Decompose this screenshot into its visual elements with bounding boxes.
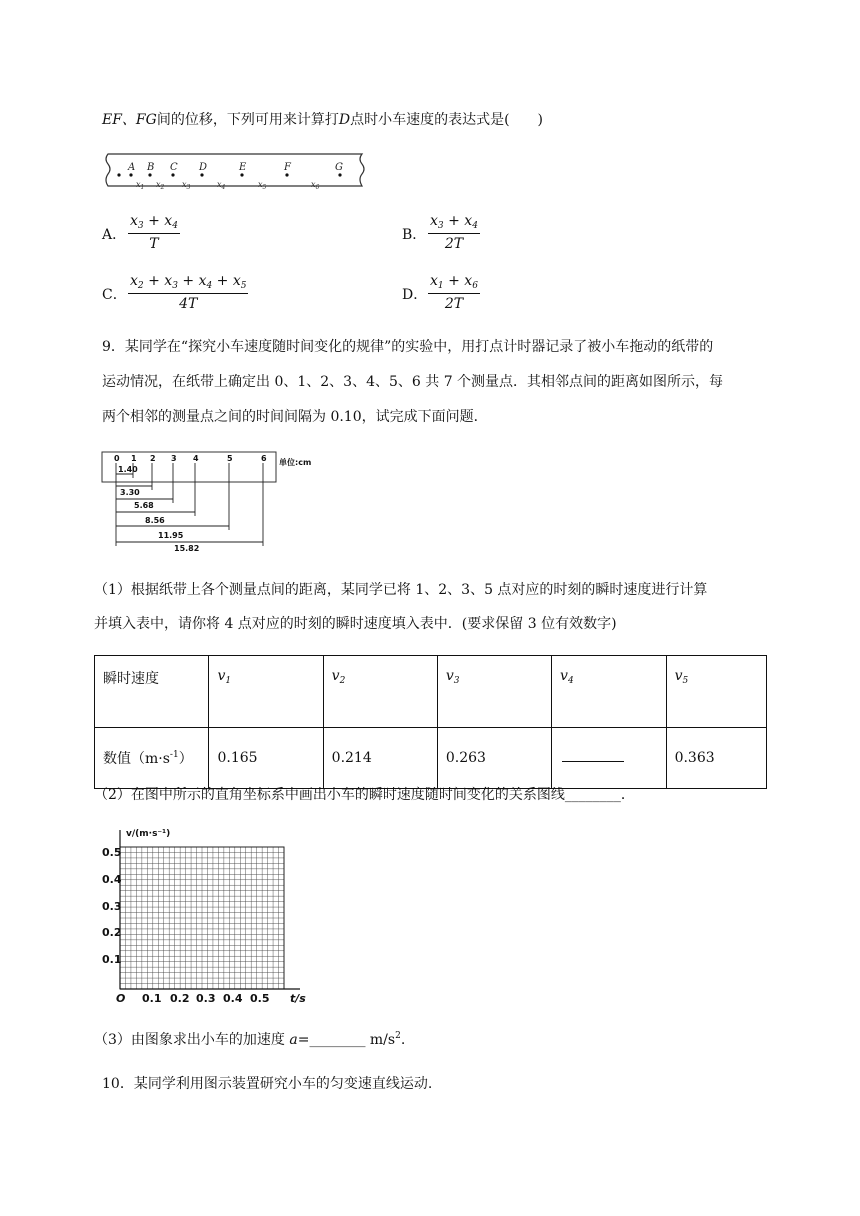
q8-tape-seg-4: $x_4$ [217, 180, 226, 191]
velocity-table [94, 655, 767, 789]
q9-tape-distance-1: 1.40 [118, 465, 138, 474]
table-v-label: $v_3$ [437, 656, 551, 728]
q9-tape-point-2: 2 [150, 454, 156, 463]
graph-origin: O [116, 992, 126, 1004]
q9-tape-distance-6: 15.82 [174, 544, 200, 552]
q8-tape-label-d: D [199, 162, 208, 173]
graph-xtick: 0.3 [196, 992, 216, 1004]
q8-tape-seg-3: $x_3$ [182, 180, 191, 191]
q9-tape-point-0: 0 [114, 454, 120, 463]
q9-tape-point-5: 5 [227, 454, 233, 463]
option-d-fraction [428, 273, 480, 312]
q8-tape-seg-6: $x_6$ [311, 180, 320, 191]
q9-tape-point-1: 1 [131, 454, 137, 463]
table-header-cell: 数值$(m\cdot s^{-1})$ [95, 728, 209, 789]
q9-tape-distance-4: 8.56 [145, 516, 165, 525]
option-c-fraction [128, 273, 248, 312]
q8-tape-label-g: G [335, 162, 343, 173]
graph-ytick: 0.2 [102, 926, 122, 939]
q9-line-2: 运动情况，在纸带上确定出 0、1、2、3、4、5、6 共 7 个测量点．其相邻点间的距离如图所示，每 [102, 374, 724, 390]
q8-paper-tape-figure [100, 148, 368, 193]
option-a-denominator: T [149, 236, 159, 252]
q9-part3: （3）由图象求出小车的加速度 a=________ $m/s^2$. [94, 1031, 406, 1048]
option-a-numerator: $x_3 + x_4$ [128, 213, 180, 234]
q8-tape-seg-1: $x_1$ [136, 180, 145, 191]
option-d-label: D． [402, 287, 428, 303]
graph-ytick: 0.1 [102, 953, 122, 966]
q8-tape-label-f: F [284, 162, 291, 173]
q9-part1-line-2: 并填入表中，请你将 4 点对应的时刻的瞬时速度填入表中．(要求保留 3 位有效数字) [94, 616, 617, 632]
table-v-label: $v_1$ [209, 656, 323, 728]
q9-part2: （2）在图中所示的直角坐标系中画出小车的瞬时速度随时间变化的关系图线________． [94, 787, 635, 803]
table-v-label: $v_5$ [666, 656, 766, 728]
option-c-denominator: 4T [179, 296, 198, 312]
q8-text-a: 间的位移，下列可用来计算打 [156, 112, 339, 128]
table-value-cell: 0.214 [323, 728, 437, 789]
q9-part1-line-1: （1）根据纸带上各个测量点间的距离，某同学已将 1、2、3、5 点对应的时刻的瞬时速度进行计算 [94, 582, 708, 598]
q9-line-1: 9．某同学在“探究小车速度随时间变化的规律”的实验中，用打点计时器记录了被小车拖动的纸带的 [102, 339, 714, 355]
q8-segment-names: EF、FG [102, 112, 157, 128]
q9-tape-point-3: 3 [171, 454, 177, 463]
table-row [95, 728, 767, 789]
q9-coordinate-grid [100, 826, 316, 1004]
table-header-cell: 瞬时速度 [95, 656, 209, 728]
table-value-cell: 0.165 [209, 728, 323, 789]
q8-tape-seg-5: $x_5$ [258, 180, 267, 191]
option-c-numerator: $x_2 + x_3 + x_4 + x_5$ [128, 273, 248, 294]
q9-line-3: 两个相邻的测量点之间的时间间隔为 0.10，试完成下面问题． [102, 409, 488, 425]
q9-tape-distance-5: 11.95 [158, 531, 184, 540]
option-c-label: C． [102, 287, 127, 303]
option-d-numerator: $x_1 + x_6$ [428, 273, 480, 294]
q9-tape-point-4: 4 [193, 454, 199, 463]
graph-xtick: 0.5 [250, 992, 270, 1004]
graph-xtick: 0.2 [170, 992, 190, 1004]
option-a-fraction [128, 213, 180, 252]
graph-xtick: 0.4 [223, 992, 243, 1004]
graph-x-axis-label: t/s [290, 992, 306, 1004]
option-a-label: A． [102, 227, 127, 243]
table-value-cell: 0.263 [437, 728, 551, 789]
q8-tape-seg-2: $x_2$ [156, 180, 165, 191]
table-v-label: $v_2$ [323, 656, 437, 728]
q8-text-b: 点时小车速度的表达式是( ) [350, 112, 544, 128]
q8-tape-label-b: B [147, 162, 155, 173]
q9-tape-distance-2: 3.30 [120, 488, 140, 497]
option-d-denominator: 2T [444, 296, 464, 312]
q8-question-line [102, 110, 543, 130]
table-v-label: $v_4$ [552, 656, 667, 728]
option-b-fraction [428, 213, 480, 252]
graph-ytick: 0.3 [102, 900, 122, 913]
option-b-label: B． [402, 227, 427, 243]
option-b-denominator: 2T [444, 236, 464, 252]
graph-ytick: 0.4 [102, 873, 122, 886]
q8-point-d: D [338, 112, 351, 128]
q9-tape-point-6: 6 [261, 454, 267, 463]
table-value-cell: 0.363 [666, 728, 766, 789]
table-answer-blank[interactable] [552, 728, 667, 789]
graph-y-axis-label: v/(m·s⁻¹) [126, 829, 171, 839]
q8-tape-label-c: C [170, 162, 178, 173]
option-b-numerator: $x_3 + x_4$ [428, 213, 480, 234]
q9-tape-distance-3: 5.68 [134, 501, 154, 510]
q8-tape-label-a: A [128, 162, 136, 173]
q8-tape-label-e: E [239, 162, 247, 173]
q9-paper-tape-figure [100, 448, 340, 552]
q9-tape-unit: 单位:cm [279, 458, 312, 467]
table-row [95, 656, 767, 728]
graph-xtick: 0.1 [142, 992, 162, 1004]
graph-ytick: 0.5 [102, 846, 122, 859]
q10-line-1: 10．某同学利用图示装置研究小车的匀变速直线运动. [102, 1076, 433, 1092]
